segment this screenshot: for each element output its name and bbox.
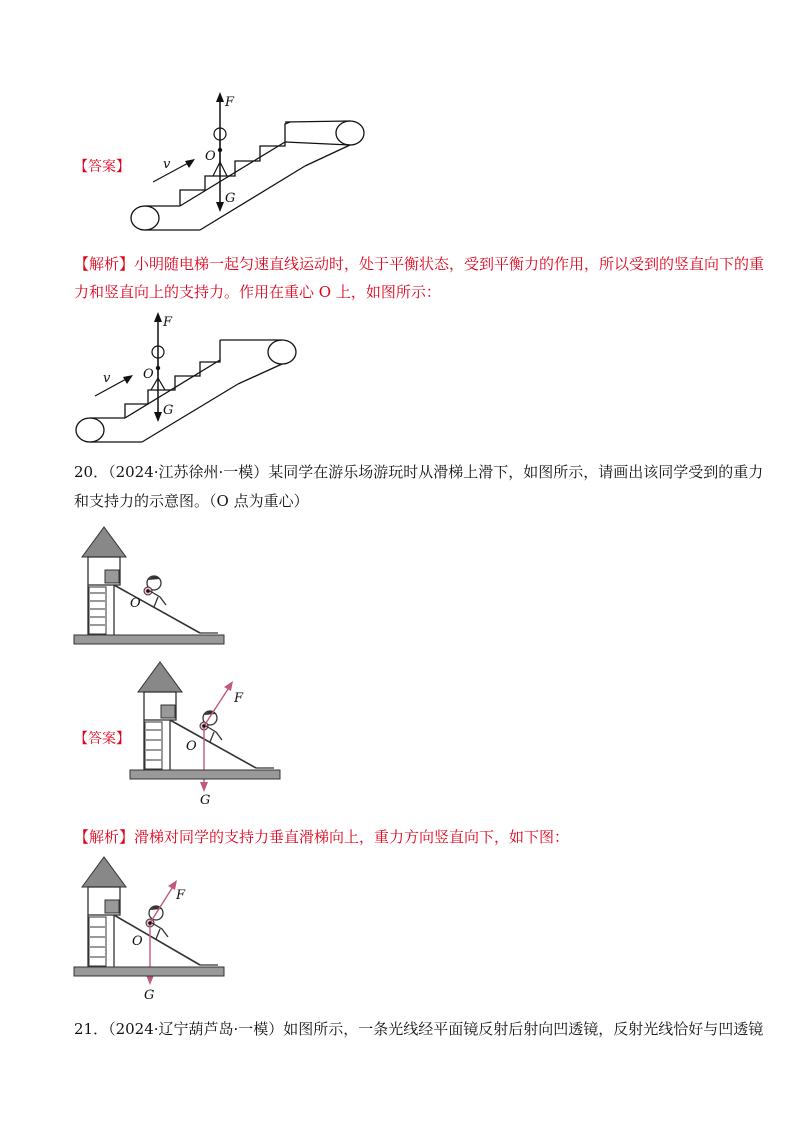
label-O-2: O xyxy=(143,367,154,382)
label-O-5: O xyxy=(132,934,143,949)
q19-analysis-line1 xyxy=(74,250,764,278)
escalator-figure-analysis xyxy=(70,310,320,460)
label-v-2: v xyxy=(103,371,111,386)
label-O: O xyxy=(205,149,216,164)
q20-analysis xyxy=(74,823,569,851)
label-F: F xyxy=(225,95,235,110)
q19-analysis-text1: 小明随电梯一起匀速直线运动时，处于平衡状态，受到平衡力的作用，所以受到的竖直向下的重 xyxy=(134,255,765,273)
slide-figure-question xyxy=(70,525,230,650)
label-G-3: G xyxy=(200,793,211,808)
analysis-tag: 【解析】 xyxy=(74,255,135,273)
q21-line1: 21．（2024·辽宁葫芦岛·一模）如图所示，一条光线经平面镜反射后射向凹透镜，反射光线恰好与凹透镜 xyxy=(74,1020,764,1038)
q20-line2: 和支持力的示意图。（O 点为重心） xyxy=(74,492,309,510)
escalator-figure-answer xyxy=(125,90,375,240)
q20-line1: 20．（2024·江苏徐州·一模）某同学在游乐场游玩时从滑梯上滑下，如图所示，请画出该同学受到的重力 xyxy=(74,463,764,481)
label-F-2: F xyxy=(163,315,173,330)
answer-tag-2: 【答案】 xyxy=(74,731,130,747)
label-G-4: G xyxy=(144,988,155,1003)
label-O-4: O xyxy=(186,739,197,754)
slide-figure-analysis xyxy=(70,855,230,1005)
label-v: v xyxy=(163,157,171,172)
label-F-3: F xyxy=(234,691,244,706)
label-F-4: F xyxy=(176,888,186,903)
analysis-tag-2: 【解析】 xyxy=(74,828,135,846)
slide-figure-answer xyxy=(126,660,286,810)
q20-analysis-text: 滑梯对同学的支持力垂直滑梯向上，重力方向竖直向下，如下图： xyxy=(134,828,570,846)
label-G-2: G xyxy=(163,403,174,418)
answer-tag: 【答案】 xyxy=(74,159,130,175)
label-G: G xyxy=(225,191,236,206)
label-O-3: O xyxy=(130,596,141,611)
q19-analysis-line2: 力和竖直向上的支持力。作用在重心 O 上，如图所示： xyxy=(74,283,441,301)
